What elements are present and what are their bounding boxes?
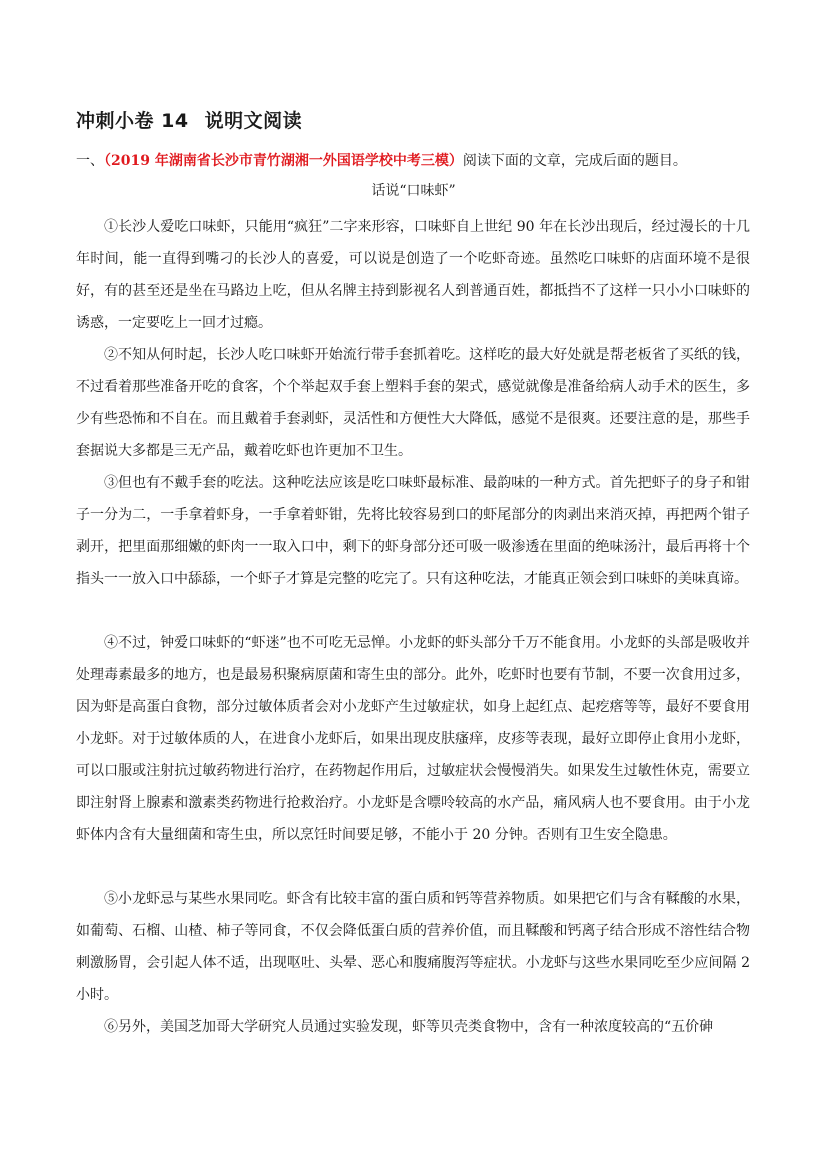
question-source-close: ） [448, 153, 463, 169]
article-title: 话说“口味虾” [371, 183, 456, 199]
page-title-main: 冲刺小卷 14 [76, 110, 189, 132]
article-paragraph-5: ⑤小龙虾忌与某些水果同吃。虾含有比较丰富的蛋白质和钙等营养物质。如果把它们与含有鞣酸的水果，如葡萄、石榴、山楂、柿子等同食，不仅会降低蛋白质的营养价值，而且鞣酸和钙离子结合形成不溶性结合物刺激肠胃，会引起人体不适，出现呕吐、头晕、恶心和腹痛腹泻等症状。小龙虾与这些水果同吃至少应间隔 2 小时。 [76, 891, 750, 1003]
article-paragraph-3: ③但也有不戴手套的吃法。这种吃法应该是吃口味虾最标准、最韵味的一种方式。首先把虾子的身子和钳子一分为二，一手拿着虾身，一手拿着虾钳，先将比较容易到口的虾尾部分的肉剥出来消灭掉，再把两个钳子剥开，把里面那细嫩的虾肉一一取入口中，剩下的虾身部分还可吸一吸渗透在里面的绝味汤汁，最后再将十个指头一一放入口中舔舔，一个虾子才算是完整的吃完了。只有这种吃法，才能真正领会到口味虾的美味真谛。 [76, 475, 750, 587]
question-instruction: 阅读下面的文章，完成后面的题目。 [462, 153, 687, 169]
page-title [76, 106, 302, 133]
question-source: 2019 年湖南省长沙市青竹湖湘一外国语学校中考三模 [111, 153, 449, 169]
question-prompt [76, 150, 687, 170]
article-paragraph-2: ②不知从何时起，长沙人吃口味虾开始流行带手套抓着吃。这样吃的最大好处就是帮老板省了买纸的钱，不过看着那些准备开吃的食客，个个举起双手套上塑料手套的架式，感觉就像是准备给病人动手术的医生，多少有些恐怖和不自在。而且戴着手套剥虾，灵活性和方便性大大降低，感觉不是很爽。还要注意的是，那些手套据说大多都是三无产品，戴着吃虾也许更加不卫生。 [76, 347, 750, 459]
question-source-open: （ [104, 153, 111, 169]
article-paragraph-1: ①长沙人爱吃口味虾，只能用“疯狂”二字来形容，口味虾自上世纪 90 年在长沙出现后，经过漫长的十几年时间，能一直得到嘴刁的长沙人的喜爱，可以说是创造了一个吃虾奇迹。虽然吃口味虾的店面环境不是很好，有的甚至还是坐在马路边上吃，但从名牌主持到影视名人到普通百姓，都抵挡不了这样一只小小口味虾的诱惑，一定要吃上一回才过瘾。 [76, 219, 750, 331]
article-paragraph-4: ④不过，钟爱口味虾的“虾迷”也不可吃无忌惮。小龙虾的虾头部分千万不能食用。小龙虾的头部是吸收并处理毒素最多的地方，也是最易积聚病原菌和寄生虫的部分。此外，吃虾时也要有节制，不要一次食用过多，因为虾是高蛋白食物，部分过敏体质者会对小龙虾产生过敏症状，如身上起红点、起疙瘩等等，最好不要食用小龙虾。对于过敏体质的人，在进食小龙虾后，如果出现皮肤瘙痒，皮疹等表现，最好立即停止食用小龙虾，可以口服或注射抗过敏药物进行治疗，在药物起作用后，过敏症状会慢慢消失。如果发生过敏性休克，需要立即注射肾上腺素和激素类药物进行抢救治疗。小龙虾是含嘌呤较高的水产品，痛风病人也不要食用。由于小龙虾体内含有大量细菌和寄生虫，所以烹饪时间要足够，不能小于 20 分钟。否则有卫生安全隐患。 [76, 635, 750, 843]
question-number: 一、 [76, 153, 104, 169]
page-title-topic: 说明文阅读 [204, 110, 303, 132]
article-paragraph-6: ⑥另外，美国芝加哥大学研究人员通过实验发现，虾等贝壳类食物中，含有一种浓度较高的“五价砷 [104, 1019, 714, 1035]
